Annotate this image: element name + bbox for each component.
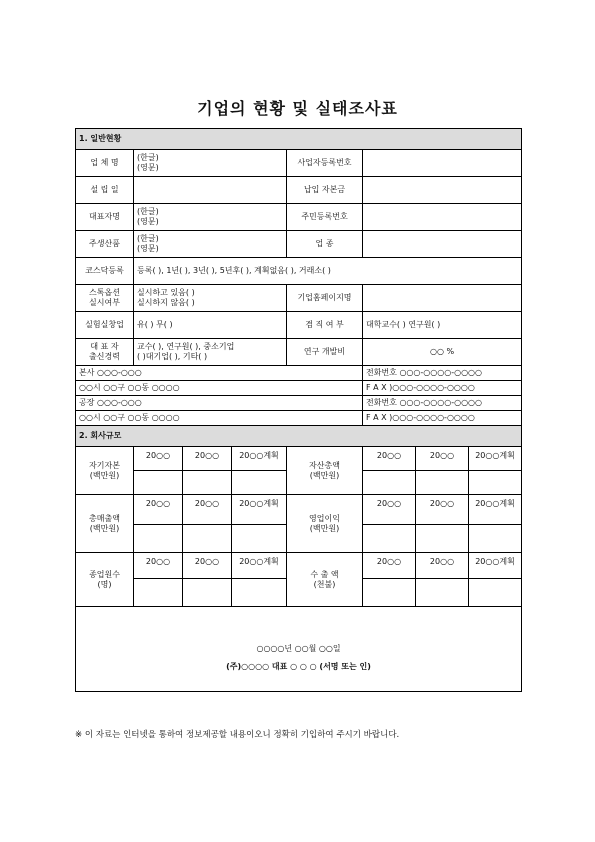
survey-form-table bbox=[75, 128, 522, 692]
equity-label: 자기자본 (백만원) bbox=[76, 447, 134, 495]
export-year-b: 20○○ bbox=[416, 553, 469, 579]
rnd-field[interactable]: ○○ % bbox=[363, 339, 522, 366]
lab-startup-field[interactable]: 유( ) 무( ) bbox=[134, 312, 287, 339]
profit-label: 영업이익 (백만원) bbox=[287, 495, 363, 553]
product-label: 주생산품 bbox=[76, 231, 134, 258]
company-name-field[interactable]: (한글) (영문) bbox=[134, 150, 287, 177]
export-label: 수 출 액 (천불) bbox=[287, 553, 363, 607]
hq-address[interactable]: ○○시 ○○구 ○○동 ○○○○ bbox=[76, 381, 363, 396]
rnd-label: 연구 개발비 bbox=[287, 339, 363, 366]
equity-year-plan: 20○○계획 bbox=[232, 447, 287, 471]
employees-value-a[interactable] bbox=[134, 579, 183, 607]
signature-block bbox=[76, 607, 522, 692]
profit-year-a: 20○○ bbox=[363, 495, 416, 525]
hq-tel[interactable]: 전화번호 ○○○-○○○○-○○○○ bbox=[363, 366, 522, 381]
section2-heading: 2. 회사규모 bbox=[76, 426, 522, 447]
hq-fax[interactable]: F A X )○○○-○○○○-○○○○ bbox=[363, 381, 522, 396]
plant-address[interactable]: ○○시 ○○구 ○○동 ○○○○ bbox=[76, 411, 363, 426]
sales-value-b[interactable] bbox=[183, 525, 232, 553]
ceo-label: 대표자명 bbox=[76, 204, 134, 231]
equity-year-a: 20○○ bbox=[134, 447, 183, 471]
ceo-field[interactable]: (한글) (영문) bbox=[134, 204, 287, 231]
profit-value-plan[interactable] bbox=[469, 525, 522, 553]
plant-fax[interactable]: F A X )○○○-○○○○-○○○○ bbox=[363, 411, 522, 426]
hq-zip[interactable]: 본사 ○○○-○○○ bbox=[76, 366, 363, 381]
capital-label: 납입 자본금 bbox=[287, 177, 363, 204]
plant-tel[interactable]: 전화번호 ○○○-○○○○-○○○○ bbox=[363, 396, 522, 411]
assets-value-plan[interactable] bbox=[469, 471, 522, 495]
assets-value-b[interactable] bbox=[416, 471, 469, 495]
dual-job-field[interactable]: 대학교수( ) 연구원( ) bbox=[363, 312, 522, 339]
assets-year-plan: 20○○계획 bbox=[469, 447, 522, 471]
dual-job-label: 겸 직 여 부 bbox=[287, 312, 363, 339]
industry-label: 업 종 bbox=[287, 231, 363, 258]
export-value-b[interactable] bbox=[416, 579, 469, 607]
export-value-plan[interactable] bbox=[469, 579, 522, 607]
employees-value-plan[interactable] bbox=[232, 579, 287, 607]
employees-year-a: 20○○ bbox=[134, 553, 183, 579]
export-year-a: 20○○ bbox=[363, 553, 416, 579]
kosdaq-label: 코스닥등록 bbox=[76, 258, 134, 285]
homepage-field[interactable] bbox=[363, 285, 522, 312]
section1-heading: 1. 일반현황 bbox=[76, 129, 522, 150]
equity-year-b: 20○○ bbox=[183, 447, 232, 471]
ceo-career-field[interactable]: 교수( ), 연구원( ), 중소기업 ( )대기업( ), 기타( ) bbox=[134, 339, 287, 366]
sales-year-plan: 20○○계획 bbox=[232, 495, 287, 525]
page-title: 기업의 현황 및 실태조사표 bbox=[197, 99, 398, 118]
stock-option-field[interactable]: 실시하고 있음( ) 실시하지 않음( ) bbox=[134, 285, 287, 312]
assets-year-a: 20○○ bbox=[363, 447, 416, 471]
employees-label: 종업원수 (명) bbox=[76, 553, 134, 607]
plant-zip[interactable]: 공장 ○○○-○○○ bbox=[76, 396, 363, 411]
sales-year-a: 20○○ bbox=[134, 495, 183, 525]
sales-label: 총매출액 (백만원) bbox=[76, 495, 134, 553]
sales-value-a[interactable] bbox=[134, 525, 183, 553]
resident-no-label: 주민등록번호 bbox=[287, 204, 363, 231]
ceo-career-label: 대 표 자 출신경력 bbox=[76, 339, 134, 366]
employees-year-plan: 20○○계획 bbox=[232, 553, 287, 579]
equity-value-a[interactable] bbox=[134, 471, 183, 495]
profit-year-b: 20○○ bbox=[416, 495, 469, 525]
lab-startup-label: 실험실창업 bbox=[76, 312, 134, 339]
kosdaq-field[interactable]: 등록( ), 1년( ), 3년( ), 5년후( ), 계획없음( ), 거래소( ) bbox=[134, 258, 522, 285]
profit-year-plan: 20○○계획 bbox=[469, 495, 522, 525]
company-name-label: 업 체 명 bbox=[76, 150, 134, 177]
biz-reg-field[interactable] bbox=[363, 150, 522, 177]
sales-year-b: 20○○ bbox=[183, 495, 232, 525]
established-label: 설 립 일 bbox=[76, 177, 134, 204]
signature-date[interactable]: ○○○○년 ○○월 ○○일 bbox=[256, 644, 341, 653]
homepage-label: 기업홈페이지명 bbox=[287, 285, 363, 312]
capital-field[interactable] bbox=[363, 177, 522, 204]
export-value-a[interactable] bbox=[363, 579, 416, 607]
stock-option-label: 스톡옵션 실시여부 bbox=[76, 285, 134, 312]
profit-value-b[interactable] bbox=[416, 525, 469, 553]
biz-reg-label: 사업자등록번호 bbox=[287, 150, 363, 177]
resident-no-field[interactable] bbox=[363, 204, 522, 231]
industry-field[interactable] bbox=[363, 231, 522, 258]
profit-value-a[interactable] bbox=[363, 525, 416, 553]
assets-value-a[interactable] bbox=[363, 471, 416, 495]
assets-year-b: 20○○ bbox=[416, 447, 469, 471]
footnote: ※ 이 자료는 인터넷을 통하여 정보제공할 내용이오니 정확히 기입하여 주시기 바랍니다. bbox=[75, 730, 400, 740]
established-field[interactable] bbox=[134, 177, 287, 204]
employees-value-b[interactable] bbox=[183, 579, 232, 607]
signature-line[interactable]: (주)○○○○ 대표 ○ ○ ○ (서명 또는 인) bbox=[226, 662, 371, 671]
sales-value-plan[interactable] bbox=[232, 525, 287, 553]
equity-value-plan[interactable] bbox=[232, 471, 287, 495]
export-year-plan: 20○○계획 bbox=[469, 553, 522, 579]
product-field[interactable]: (한글) (영문) bbox=[134, 231, 287, 258]
assets-label: 자산총액 (백만원) bbox=[287, 447, 363, 495]
equity-value-b[interactable] bbox=[183, 471, 232, 495]
employees-year-b: 20○○ bbox=[183, 553, 232, 579]
